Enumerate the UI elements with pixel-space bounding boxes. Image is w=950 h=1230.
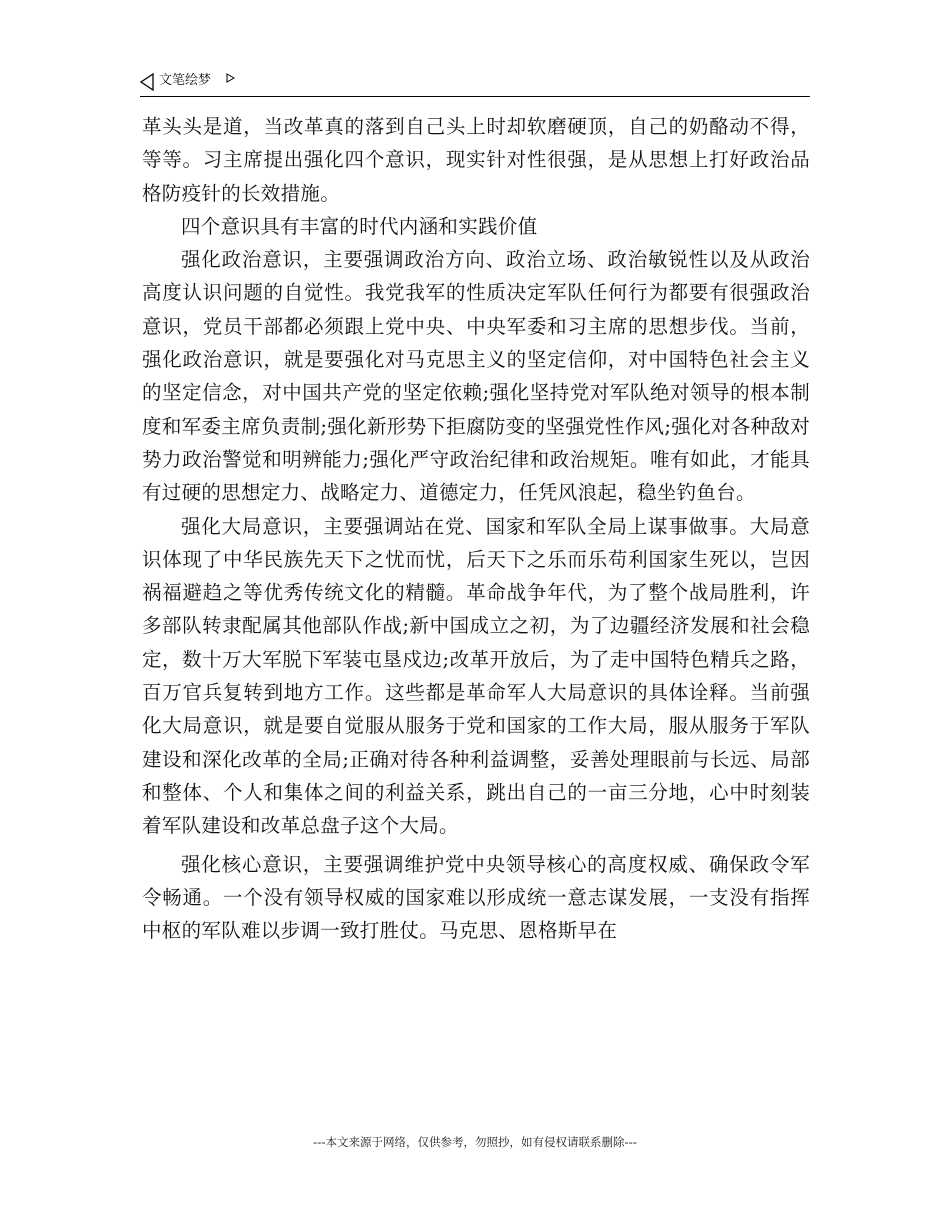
paragraph-core-awareness: 强化核心意识，主要强调维护党中央领导核心的高度权威、确保政令军令畅通。一个没有领导权威的国家难以形成统一意志谋发展，一支没有指挥中枢的军队难以步调一致打胜仗。马克思、恩格斯早在 — [142, 852, 810, 943]
document-body — [142, 110, 810, 947]
triangle-left-icon — [140, 73, 154, 91]
paragraph-overall-awareness: 强化大局意识，主要强调站在党、国家和军队全局上谋事做事。大局意识体现了中华民族先天下之忧而忧，后天下之乐而乐苟利国家生死以，岂因祸福避趋之等优秀传统文化的精髓。革命战争年代，为了整个战局胜利，许多部队转隶配属其他部队作战;新中国成立之初，为了边疆经济发展和社会稳定，数十万大军脱下军装屯垦戍边;改革开放后，为了走中国特色精兵之路，百万官兵复转到地方工作。这些都是革命军人大局意识的具体诠释。当前强化大局意识，就是要自觉服从服务于党和国家的工作大局，服从服务于军队建设和深化改革的全局;正确对待各种利益调整，妥善处理眼前与长远、局部和整体、个人和集体之间的利益关系，跳出自己的一亩三分地，心中时刻装着军队建设和改革总盘子这个大局。 — [142, 514, 810, 838]
paragraph-political-awareness: 强化政治意识，主要强调政治方向、政治立场、政治敏锐性以及从政治高度认识问题的自觉性。我党我军的性质决定军队任何行为都要有很强政治意识，党员干部都必须跟上党中央、中央军委和习主席的思想步伐。当前，强化政治意识，就是要强化对马克思主义的坚定信仰，对中国特色社会主义的坚定信念，对中国共产党的坚定依赖;强化坚持党对军队绝对领导的根本制度和军委主席负责制;强化新形势下拒腐防变的坚强党性作风;强化对各种敌对势力政治警觉和明辨能力;强化严守政治纪律和政治规矩。唯有如此，才能具有过硬的思想定力、战略定力、道德定力，任凭风浪起，稳坐钓鱼台。 — [142, 248, 810, 505]
page-header — [140, 70, 810, 97]
section-heading: 四个意识具有丰富的时代内涵和实践价值 — [181, 214, 538, 238]
page-footer-disclaimer: ---本文来源于网络，仅供参考，勿照抄，如有侵权请联系删除--- — [313, 1135, 637, 1149]
paragraph-continuation: 革头头是道，当改革真的落到自己头上时却软磨硬顶，自己的奶酪动不得，等等。习主席提出强化四个意识，现实针对性很强，是从思想上打好政治品格防疫针的长效措施。 — [142, 115, 810, 205]
triangle-right-icon — [226, 73, 235, 83]
header-title: 文笔绘梦 — [159, 73, 212, 88]
